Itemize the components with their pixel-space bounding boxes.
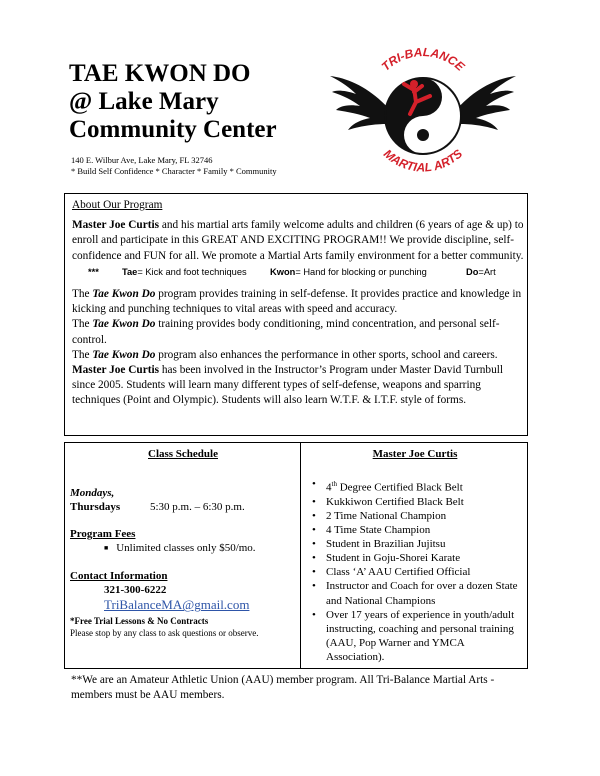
list-item: • Class ‘A’ AAU Certified Official xyxy=(326,565,524,579)
observe-note: Please stop by any class to ask questions or observe. xyxy=(70,628,259,639)
list-item: • Over 17 years of experience in youth/adult instructing, coaching and personal training (AAU, Pop Warner and YMCA Association). xyxy=(326,608,524,664)
list-item: • 2 Time National Champion xyxy=(326,509,524,523)
master-credentials xyxy=(306,447,524,664)
tri-balance-logo xyxy=(330,38,516,186)
address: 140 E. Wilbur Ave, Lake Mary, FL 32746 xyxy=(71,155,213,165)
list-item: • Student in Goju-Shorei Karate xyxy=(326,551,524,565)
fees-heading: Program Fees xyxy=(70,528,136,540)
title-line-3: Community Center xyxy=(69,116,277,143)
master-heading: Master Joe Curtis xyxy=(372,448,458,460)
schedule-time: 5:30 p.m. – 6:30 p.m. xyxy=(150,501,245,513)
footer-note: **We are an Amateur Athletic Union (AAU) member program. All Tri-Balance Martial Arts - members must be AAU members. xyxy=(71,674,495,701)
square-bullet-icon: ■ xyxy=(104,544,109,553)
list-item: • Kukkiwon Certified Black Belt xyxy=(326,495,524,509)
phone: 321-300-6222 xyxy=(104,584,167,597)
contact-heading: Contact Information xyxy=(70,570,168,583)
list-item: • Student in Brazilian Jujitsu xyxy=(326,537,524,551)
column-divider xyxy=(300,443,301,668)
svg-text:TRI-BALANCE xyxy=(379,45,468,74)
title-line-2: @ Lake Mary xyxy=(69,88,219,115)
about-section xyxy=(64,193,528,436)
schedule-day-2: Thursdays xyxy=(70,501,121,513)
tagline: * Build Self Confidence * Character * Family * Community xyxy=(71,166,277,176)
list-item: • 4th Degree Certified Black Belt xyxy=(326,477,524,495)
term-definitions: *** Tae= Kick and foot techniques Kwon= Hand for blocking or punching Do=Art xyxy=(88,266,496,277)
about-paragraph-3: The Tae Kwon Do training provides body conditioning, mind concentration, and personal self-control. xyxy=(72,318,500,346)
email-link[interactable]: TriBalanceMA@gmail.com xyxy=(104,597,250,613)
schedule-row xyxy=(70,500,296,514)
free-trial-note: *Free Trial Lessons & No Contracts xyxy=(70,616,209,627)
about-paragraph-1: Master Joe Curtis and his martial arts family welcome adults and children (6 years of age & up) to enroll and participate in this GREAT AND EXCITING PROGRAM!! We provide discipline, self-confidence and FUN for all. We promote a Martial Arts family environment for a better community. xyxy=(72,219,524,262)
schedule-day-1: Mondays, xyxy=(70,487,115,499)
about-heading: About Our Program xyxy=(72,199,163,211)
class-schedule xyxy=(70,447,296,639)
logo-text-top: TRI-BALANCE xyxy=(378,45,468,74)
list-item: • Instructor and Coach for over a dozen State and National Champions xyxy=(326,579,524,607)
title-line-1: TAE KWON DO xyxy=(69,60,251,87)
fee-item: ■ Unlimited classes only $50/mo. xyxy=(104,542,256,554)
schedule-heading: Class Schedule xyxy=(148,448,218,460)
list-item: • 4 Time State Champion xyxy=(326,523,524,537)
credentials-list xyxy=(306,477,524,664)
page-title xyxy=(69,60,277,144)
about-paragraph-4: The Tae Kwon Do program also enhances the performance in other sports, school and careers. xyxy=(72,348,498,361)
logo-text-bottom: MARTIAL ARTS xyxy=(380,146,466,175)
about-paragraph-5: Master Joe Curtis has been involved in the Instructor’s Program under Master David Turnbull since 2005. Students will learn many different types of self-defense, weapons and sparring techniques (Point and Olympic). Students will also learn W.T.F. & I.T.F. style of forms. xyxy=(72,364,503,407)
address-block xyxy=(71,155,277,177)
about-paragraph-2: The Tae Kwon Do program provides training in self-defense. It provides practice and knowledge in kicking and punching techniques to vital areas with speed and accuracy. xyxy=(72,288,522,316)
info-table xyxy=(64,442,528,669)
